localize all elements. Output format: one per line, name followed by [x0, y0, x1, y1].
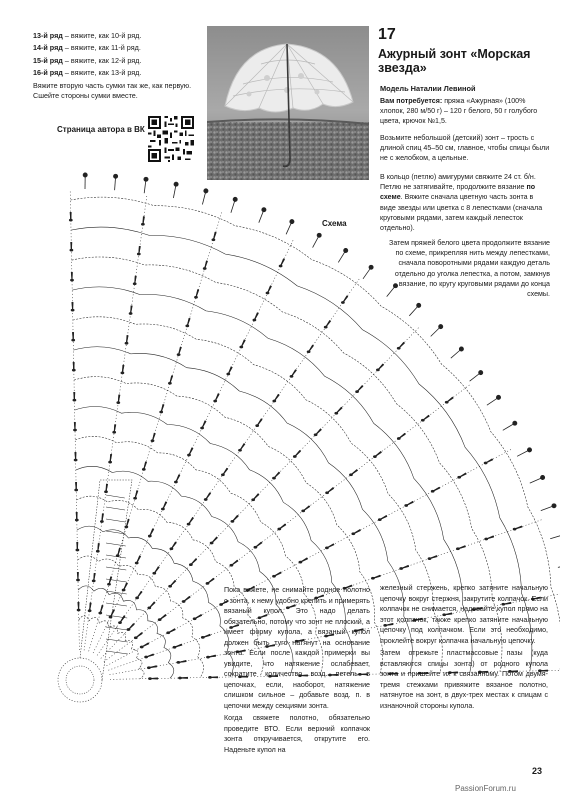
row-14: 14-й ряд – вяжите, как 11-й ряд. [33, 43, 141, 53]
body-right-p2: Затем отрежьте пластмассовые пазы (куда вставляются спицы зонта) от родного купола зонта и пришейте их к связанному. Потом двумя-тремя стежками привяжите вязаное полотно, натянутое на зонт, в двух-трех местах к спицам с изнаночной стороны купола. [380, 649, 548, 710]
body-right-column [380, 583, 548, 713]
page-number: 23 [532, 766, 543, 776]
article-number: 17 [378, 26, 396, 43]
body-left-p2: Когда свяжете полотно, обязательно проведите ВТО. Если верхний колпачок зонта откручивается, открутите его. Наденьте купол на [224, 714, 370, 754]
row-15: 15-й ряд – вяжите, как 12-й ряд. [33, 55, 142, 65]
body-right-p1: железный стержень, крепко затяните начальную цепочку вокруг стержня, закрутите колпачок. Если колпачок не снимается, надевайте купол прямо на этот колпачок, также крепко затяните начальную цепочку под колпачком. Если это необходимо, проклейте вокруг колпачка начальную цепочку. [380, 584, 548, 645]
body-left-p1: Пока вяжете, не снимайте родное полотно с зонта, к нему удобно крепить и примерять вязаный купол. Это надо делать обязательно, потому что зонт не плоский, а имеет форму купола, а вязаный купол должен быть туго натянут на основание зонта. Если после каждой примерки вы увидите, что натяжение ослабевает, сократите количество возд. петель в цепочках, если, наоборот, натяжение слишком сильное – добавьте возд. п. в цепочки между секциями зонта. [224, 586, 370, 710]
rows-instructions [33, 30, 203, 101]
watermark: PassionForum.ru [455, 784, 516, 793]
row-16: 16-й ряд – вяжите, как 13-й ряд. [33, 68, 142, 78]
schema-label: Схема [322, 219, 347, 228]
umbrella-paragraph: Возьмите небольшой (детский) зонт – трость с длиной спиц 45–50 см, главное, чтобы спицы были не с желобком, а цельные. [380, 134, 550, 163]
vk-page-label: Страница автора в ВК [57, 125, 145, 134]
materials-paragraph: Вам потребуется: пряжа «Ажурная» (100% хлопок, 280 м/50 г) – 120 г белого, 50 г голубого цвета, крючок №1,5. [380, 97, 538, 126]
body-left-column [224, 585, 370, 757]
row-13: 13-й ряд – вяжите, как 10-й ряд. [33, 31, 142, 40]
article-title: Ажурный зонт «Морская звезда» [378, 47, 531, 75]
rows-note: Вяжите вторую часть сумки так же, как первую. Сшейте стороны сумки вместе. [33, 80, 192, 100]
white-yarn-paragraph: Затем пряжей белого цвета продолжите вязание по схеме, прикрепляя нить между лепестками, сначала поворотными рядами каждую деталь отдельно до уголка лепестка, а потом, замкнув вязание, по кругу круговыми рядами до конца схемы. [389, 239, 550, 299]
article-author: Модель Наталии Левиной [380, 84, 476, 93]
ring-paragraph: В кольцо (петлю) амигуруми свяжите 24 ст. б/н. Петлю не затягивайте, продолжите вязание по схеме. Вяжите сначала цветную часть зонта в виде звезды или цветка с 8 лепестками (сначала круговыми рядами, затем каждый лепесток отдельно). [380, 173, 543, 233]
